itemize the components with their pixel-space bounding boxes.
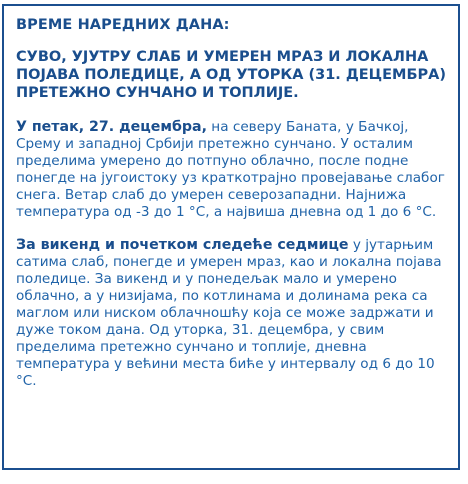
forecast-paragraph-weekend <box>16 237 446 390</box>
paragraph-lead: За викенд и почетком следеће седмице <box>16 236 349 253</box>
paragraph-lead: У петак, 27. децембра, <box>16 118 207 135</box>
forecast-header: ВРЕМЕ НАРЕДНИХ ДАНА: <box>16 17 230 33</box>
paragraph-text: на северу Баната, у Бачкој, Срему и западној Србији претежно сунчано. У осталим пределима умерено до потпуно облачно, после подне понегде на југоистоку уз краткотрајно провејавање слабог снега. Ветар слаб до умерен северозападни. Најнижа температура од -3 до 1 °C, а највиша дневна од 1 до 6 °C. <box>16 118 445 220</box>
forecast-headline: СУВО, УЈУТРУ СЛАБ И УМЕРЕН МРАЗ И ЛОКАЛНА ПОЈАВА ПОЛЕДИЦЕ, А ОД УТОРКА (31. ДЕЦЕМБРА) ПРЕТЕЖНО СУНЧАНО И ТОПЛИЈЕ. <box>16 49 446 102</box>
forecast-card <box>2 4 460 470</box>
forecast-paragraph-friday <box>16 119 446 221</box>
paragraph-text: у јутарњим сатима слаб, понегде и умерен мраз, као и локална појава поледице. За викенд и у понедељак мало и умерено облачно, а у низијама, по котлинама и долинама река са маглом или ниском облачношћу која се може задржати и дуже током дана. Од уторка, 31. децембра, у свим пределима претежно сунчано и топлије, дневна температура у већини места биће у интервалу од 6 до 10 °C. <box>16 236 442 389</box>
